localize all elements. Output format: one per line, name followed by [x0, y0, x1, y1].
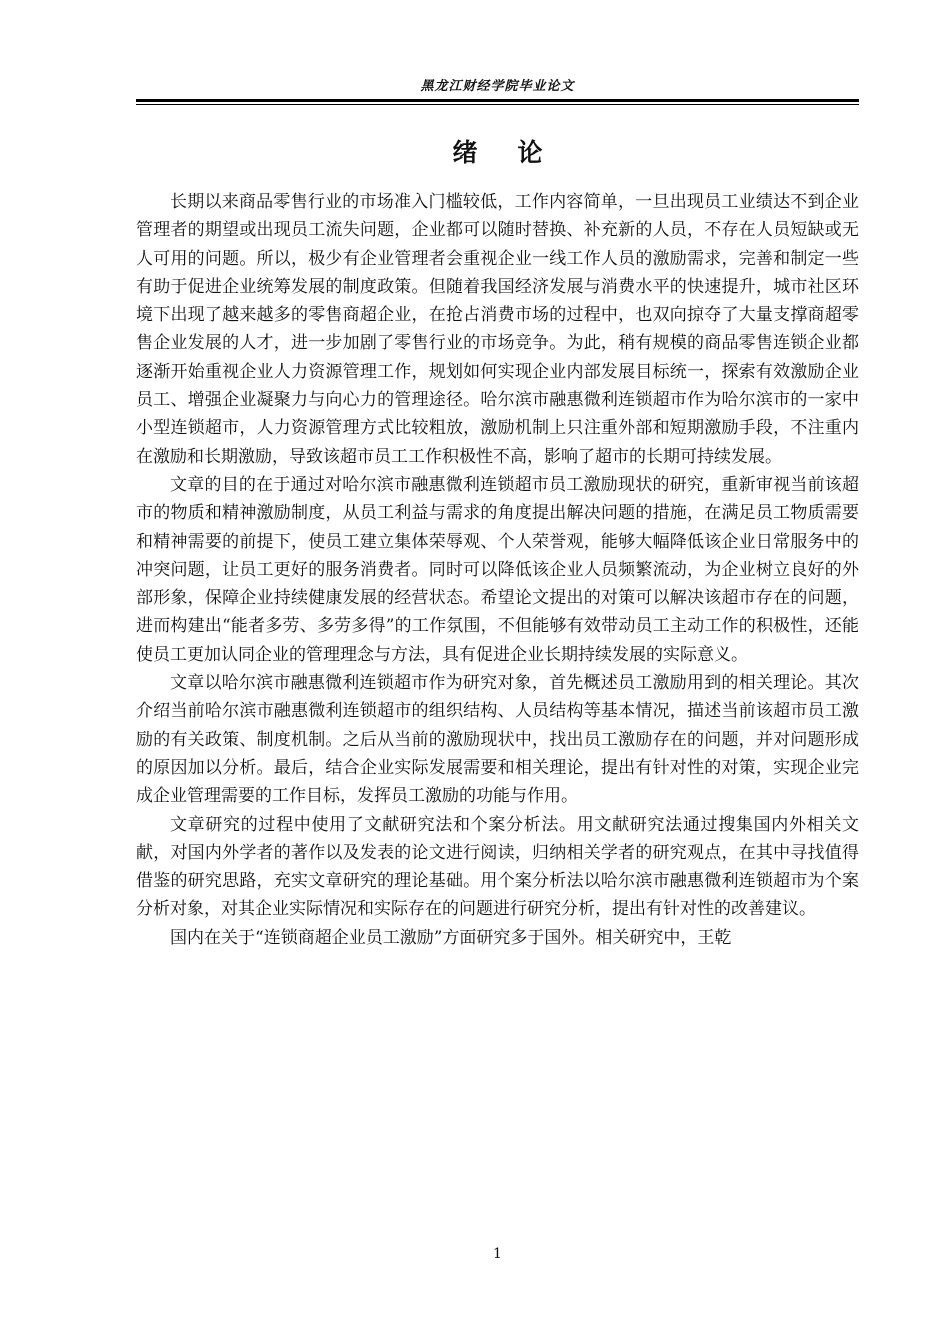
- section-title: 绪论: [452, 138, 583, 167]
- header-rule-thick: [136, 99, 859, 102]
- paragraph-1: 长期以来商品零售行业的市场准入门槛较低，工作内容简单，一旦出现员工业绩达不到企业管理者的期望或出现员工流失问题，企业都可以随时替换、补充新的人员，不存在人员短缺或无人可用的问题。所以，极少有企业管理者会重视企业一线工作人员的激励需求，完善和制定一些有助于促进企业统筹发展的制度政策。但随着我国经济发展与消费水平的快速提升，城市社区环境下出现了越来越多的零售商超企业，在抢占消费市场的过程中，也双向掠夺了大量支撑商超零售企业发展的人才，进一步加剧了零售行业的市场竞争。为此，稍有规模的商品零售连锁企业都逐渐开始重视企业人力资源管理工作，规划如何实现企业内部发展目标统一，探索有效激励企业员工、增强企业凝聚力与向心力的管理途径。哈尔滨市融惠微利连锁超市作为哈尔滨市的一家中小型连锁超市，人力资源管理方式比较粗放，激励机制上只注重外部和短期激励手段，不注重内在激励和长期激励，导致该超市员工工作积极性不高，影响了超市的长期可持续发展。: [136, 192, 859, 467]
- paragraph-3: 文章以哈尔滨市融惠微利连锁超市作为研究对象，首先概述员工激励用到的相关理论。其次介绍当前哈尔滨市融惠微利连锁超市的组织结构、人员结构等基本情况，描述当前该超市员工激励的有关政策、制度机制。之后从当前的激励现状中，找出员工激励存在的问题，并对问题形成的原因加以分析。最后，结合企业实际发展需要和相关理论，提出有针对性的对策，实现企业完成企业管理需要的工作目标，发挥员工激励的功能与作用。: [136, 673, 859, 807]
- page-number: 1: [493, 1246, 502, 1262]
- header-rule-thin: [136, 104, 859, 105]
- body-text: [136, 188, 859, 952]
- paragraph-5: 国内在关于“连锁商超企业员工激励”方面研究多于国外。相关研究中，王乾: [170, 927, 732, 948]
- paragraph-4: 文章研究的过程中使用了文献研究法和个案分析法。用文献研究法通过搜集国内外相关文献，对国内外学者的著作以及发表的论文进行阅读，归纳相关学者的研究观点，在其中寻找值得借鉴的研究思路，充实文章研究的理论基础。用个案分析法以哈尔滨市融惠微利连锁超市为个案分析对象，对其企业实际情况和实际存在的问题进行研究分析，提出有针对性的改善建议。: [136, 814, 859, 920]
- running-header: 黑龙江财经学院毕业论文: [420, 79, 575, 94]
- paragraph-2: 文章的目的在于通过对哈尔滨市融惠微利连锁超市员工激励现状的研究，重新审视当前该超市的物质和精神激励制度，从员工利益与需求的角度提出解决问题的措施，在满足员工物质需要和精神需要的前提下，使员工建立集体荣辱观、个人荣誉观，能够大幅降低该企业日常服务中的冲突问题，让员工更好的服务消费者。同时可以降低该企业人员频繁流动，为企业树立良好的外部形象，保障企业持续健康发展的经营状态。希望论文提出的对策可以解决该超市存在的问题，进而构建出“能者多劳、多劳多得”的工作氛围，不但能够有效带动员工主动工作的积极性，还能使员工更加认同企业的管理理念与方法，具有促进企业长期持续发展的实际意义。: [136, 474, 859, 665]
